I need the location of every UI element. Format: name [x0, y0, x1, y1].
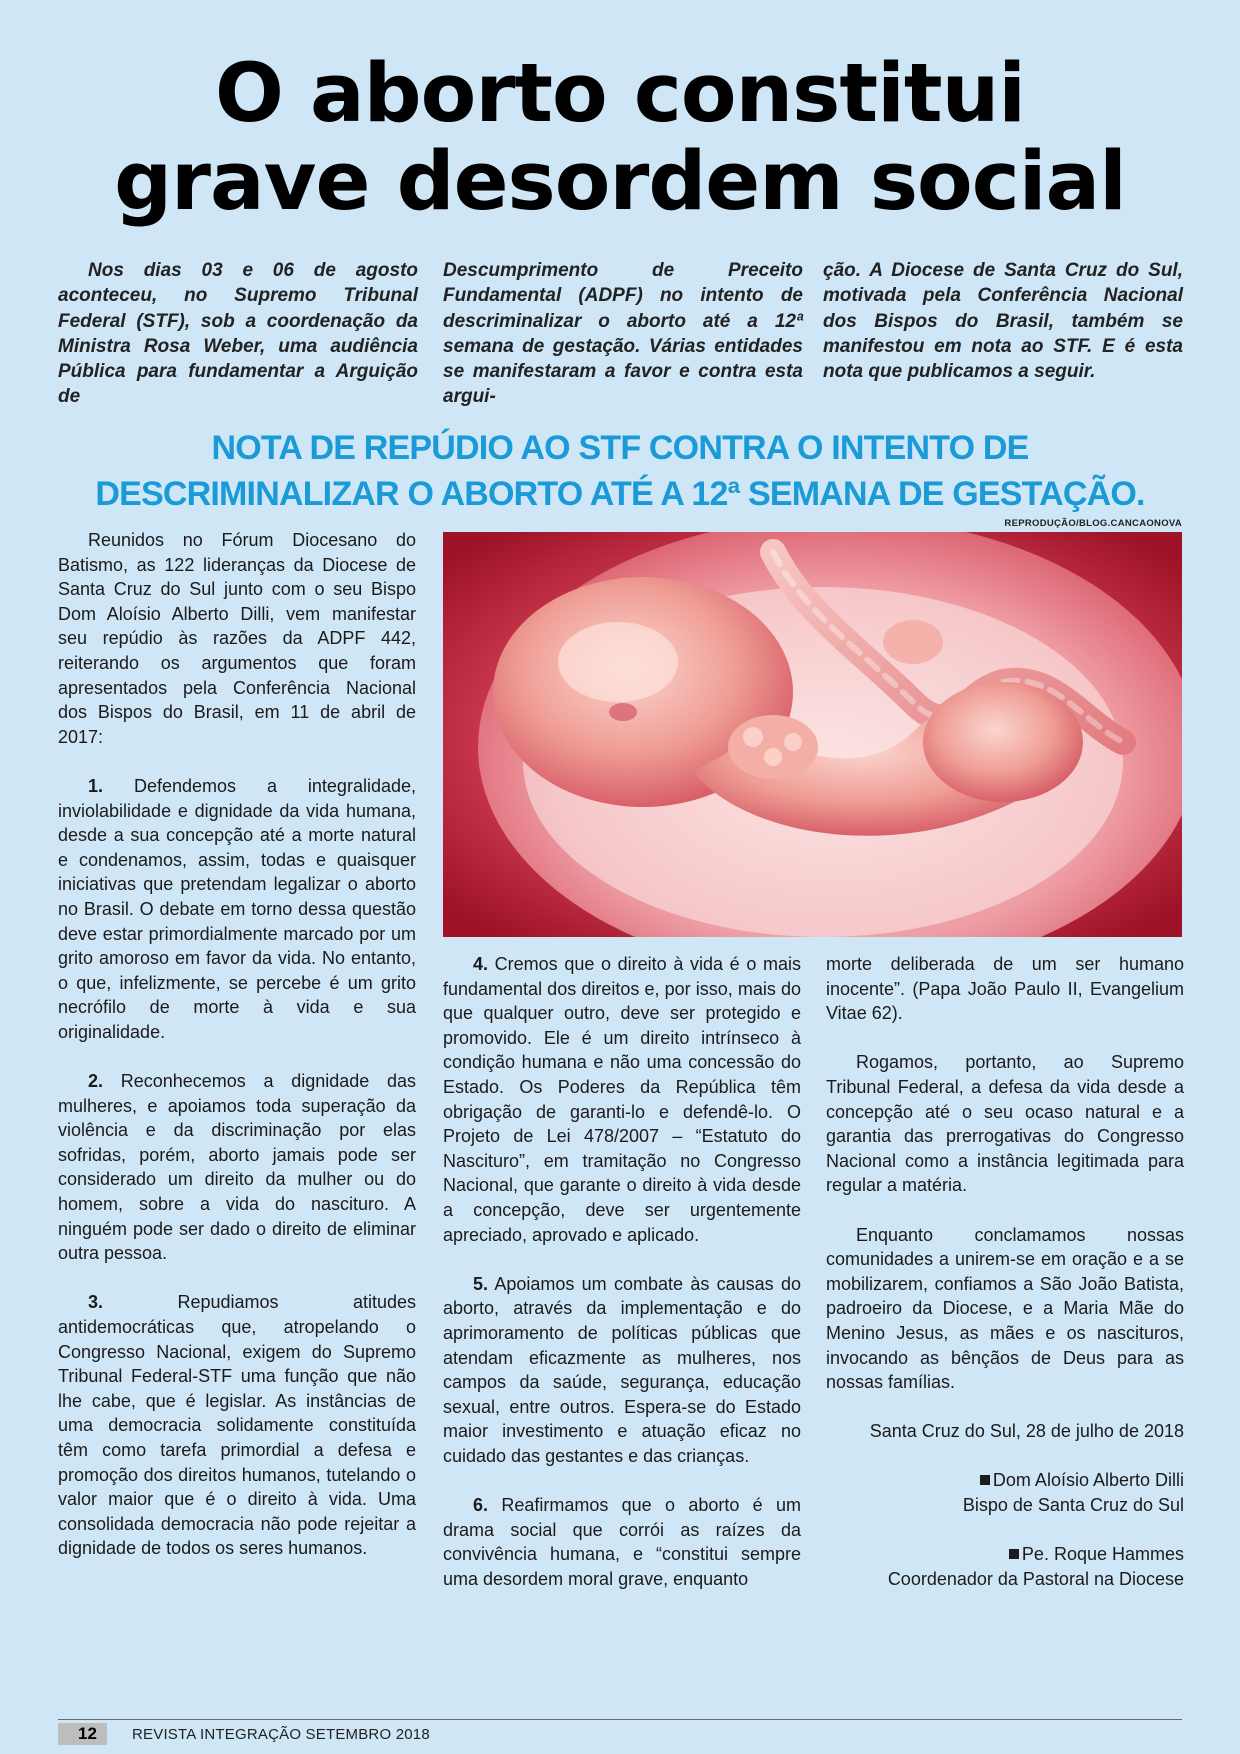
prayer-paragraph: Enquanto conclamamos nossas comunidades a unirem-se em oração e a se mobilizarem, confiamos a São João Batista, padroeiro da Diocese, e a Maria Mãe do Menino Jesus, as mães e os nascituros, invocando as bênçãos de Deus para as nossas famílias. [826, 1224, 1184, 1393]
fetus-photo [443, 532, 1182, 937]
signature-mark [980, 1475, 990, 1485]
point-1 [58, 774, 416, 1045]
place-date: Santa Cruz do Sul, 28 de julho de 2018 [869, 1421, 1184, 1442]
signature-1-name [826, 1468, 1184, 1493]
point-5-text: Apoiamos um combate às causas do aborto, através da implementação e do aprimoramento de políticas públicas que atendam eficazmente as mulheres, nos campos da saúde, segurança, educação sexual, entre outros. Espera-se do Estado maior investimento e atuação eficaz no cuidado das gestantes e das crianças. [443, 1273, 801, 1466]
signature-2-name-text: Pe. Roque Hammes [1021, 1544, 1184, 1565]
point-5 [443, 1272, 801, 1469]
nota-heading-line-2: DESCRIMINALIZAR O ABORTO ATÉ A 12ª SEMANA DE GESTAÇÃO. [95, 475, 1145, 513]
signature-2-name [826, 1542, 1184, 1567]
point-3 [58, 1290, 416, 1561]
headline-line-2: grave desordem social [114, 135, 1126, 229]
signature-1-name-text: Dom Aloísio Alberto Dilli [992, 1470, 1184, 1491]
point-4 [443, 952, 801, 1247]
headline-line-1: O aborto constitui [214, 47, 1026, 141]
point-1-text: Defendemos a integralidade, inviolabilidade e dignidade da vida humana, desde a sua concepção até a morte natural e condenamos, assim, todas e quaisquer iniciativas que pretendam legalizar o aborto no Brasil. O debate em torno dessa questão deve estar primordialmente marcado por um grito amoroso em favor da vida. No entanto, o que, infelizmente, se percebe é um grito necrófilo de morte à vida e sua originalidade. [58, 775, 416, 1042]
fetus-illustration [443, 532, 1182, 937]
point-4-text: Cremos que o direito à vida é o mais fundamental dos direitos e, por isso, mais do que qualquer outro, deve ser protegido e promovido. Ele é um direito intrínseco à condição humana e não uma concessão do Estado. Os Poderes da República têm obrigação de garanti-lo e defendê-lo. O Projeto de Lei 478/2007 – “Estatuto do Nascituro”, em tramitação no Congresso Nacional, que garante o direito à vida desde a concepção, deve ser urgentemente apreciado, aprovado e aplicado. [443, 954, 801, 1245]
point-2 [58, 1069, 416, 1266]
body-column-middle [443, 952, 801, 1616]
body-column-right [826, 952, 1184, 1591]
footer-divider [58, 1719, 1182, 1720]
signature-2-role: Coordenador da Pastoral na Diocese [887, 1568, 1184, 1589]
appeal-paragraph: Rogamos, portanto, ao Supremo Tribunal Federal, a defesa da vida desde a concepção até o seu ocaso natural e a garantia das prerrogativas do Congresso Nacional como a instância legitimada para regular a matéria. [826, 1052, 1184, 1196]
point-6-number: 6. [473, 1495, 489, 1516]
photo-credit: REPRODUÇÃO/BLOG.CANCAONOVA [1004, 518, 1182, 529]
point-6-continued: morte deliberada de um ser humano inocente”. (Papa João Paulo II, Evangelium Vitae 62). [826, 954, 1184, 1024]
point-3-text: Repudiamos atitudes antidemocráticas que, atropelando o Congresso Nacional, exigem do Supremo Tribunal Federal-STF uma função que não lhe cabe, que é legislar. As instâncias de uma democracia solidamente constituída têm como tarefa primordial a defesa e promoção dos direitos humanos, tutelando o valor maior que é o direito à vida. Uma consolidada democracia não pode rejeitar a dignidade de todos os seres humanos. [58, 1292, 416, 1559]
point-3-number: 3. [88, 1292, 104, 1313]
intro-column-2: Descumprimento de Preceito Fundamental (ADPF) no intento de descriminalizar o aborto até a 12ª semana de gestação. Várias entidades se manifestaram a favor e contra esta argui- [443, 260, 803, 408]
point-6-text: Reafirmamos que o aborto é um drama social que corrói as raízes da convivência humana, e “constitui sempre uma desordem moral grave, enquanto [443, 1495, 801, 1589]
point-5-number: 5. [473, 1273, 489, 1294]
point-2-number: 2. [88, 1071, 104, 1092]
point-1-number: 1. [88, 775, 104, 796]
point-2-text: Reconhecemos a dignidade das mulheres, e apoiamos toda superação da violência e da discriminação por elas sofridas, porém, aborto jamais pode ser considerado um direito da mulher ou do homem, sobre a vida do nascituro. A ninguém pode ser dado o direito de eliminar outra pessoa. [58, 1071, 416, 1264]
point-6 [443, 1493, 801, 1591]
signature-1-role: Bispo de Santa Cruz do Sul [962, 1495, 1184, 1516]
signature-mark [1009, 1549, 1019, 1559]
intro-column-3: ção. A Diocese de Santa Cruz do Sul, motivada pela Conferência Nacional dos Bispos do Brasil, também se manifestou em nota ao STF. E é esta nota que publicamos a seguir. [823, 260, 1183, 383]
body-column-left [58, 528, 416, 1586]
point-4-number: 4. [473, 954, 489, 974]
intro-paragraph: Reunidos no Fórum Diocesano do Batismo, as 122 lideranças da Diocese de Santa Cruz do Sul junto com o seu Bispo Dom Aloísio Alberto Dilli, vem manifestar seu repúdio às razões da ADPF 442, reiterando os argumentos que foram apresentados pela Conferência Nacional dos Bispos do Brasil, em 11 de abril de 2017: [58, 530, 416, 747]
magazine-name: REVISTA INTEGRAÇÃO SETEMBRO 2018 [132, 1726, 430, 1743]
nota-heading [60, 425, 1180, 517]
intro-column-1: Nos dias 03 e 06 de agosto aconteceu, no Supremo Tribunal Federal (STF), sob a coordenação da Ministra Rosa Weber, uma audiência Pública para fundamentar a Arguição de [58, 260, 418, 408]
nota-heading-line-1: NOTA DE REPÚDIO AO STF CONTRA O INTENTO DE [211, 429, 1029, 467]
article-headline [60, 47, 1180, 229]
page-number: 12 [58, 1723, 107, 1745]
